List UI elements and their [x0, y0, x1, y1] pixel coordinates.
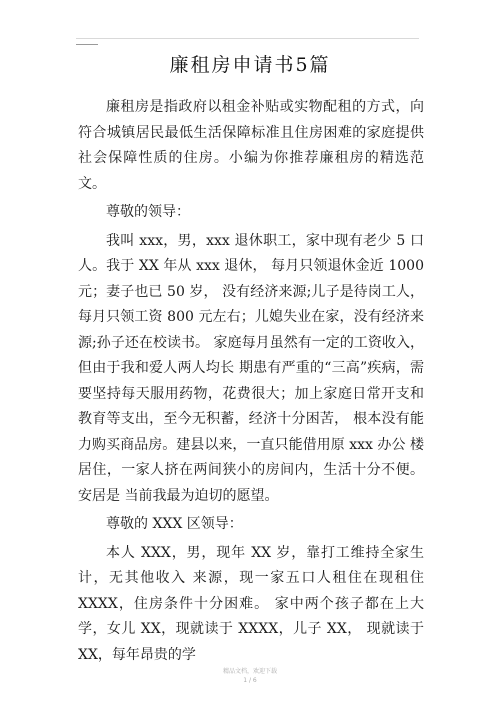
page-number: 1 / 6	[243, 677, 257, 684]
document-body	[78, 95, 424, 668]
salutation-1: 尊敬的领导：	[106, 204, 190, 220]
salutation-2: 尊敬的 XXX 区领导：	[106, 516, 243, 532]
footer-note: 精品文档，欢迎下载	[222, 668, 277, 675]
letter-1-body: 我叫 xxx，男，xxx 退休职工，家中现有老少 5 口人。我于 XX 年从 xxx 退休， 每月只领退休金近 1000 元；妻子也已 50 岁， 没有经济来源;儿子是待岗工人，每月只领工资 800 元左右；儿媳失业在家，没有经济来源;孙子还在校读书。 家庭每月虽然有一定的工资收入，但由于我和爱人两人均长 期患有严重的“三高”疾病，需要坚持每天服用药物，花费很大；加上家庭日常开支和教育等支出，至今无积蓄，经济十分困苦， 根本没有能力购买商品房。建县以来，一直只能借用原 xxx 办公 楼居住，一家人挤在两间狭小的房间内，生活十分不便。安居是 当前我最为迫切的愿望。	[78, 232, 424, 504]
letter-2-body: 本人 XXX，男，现年 XX 岁，靠打工维持全家生计，无其他收入 来源，现一家五口人租住在现租住 XXXX，住房条件十分困难。 家中两个孩子都在上大学，女儿 XX，现就读于 XXXX，儿子 XX， 现就读于 XX，每年昂贵的学	[78, 544, 424, 663]
page-footer	[0, 667, 500, 685]
header-rule	[76, 38, 419, 39]
header-rule-accent	[76, 44, 98, 45]
document-title: 廉租房申请书5篇	[169, 54, 331, 76]
intro-paragraph: 廉租房是指政府以租金补贴或实物配租的方式，向符合城镇居民最低生活保障标准且住房困难的家庭提供社会保障性质的住房。小编为你推荐廉租房的精选范文。	[78, 99, 424, 192]
